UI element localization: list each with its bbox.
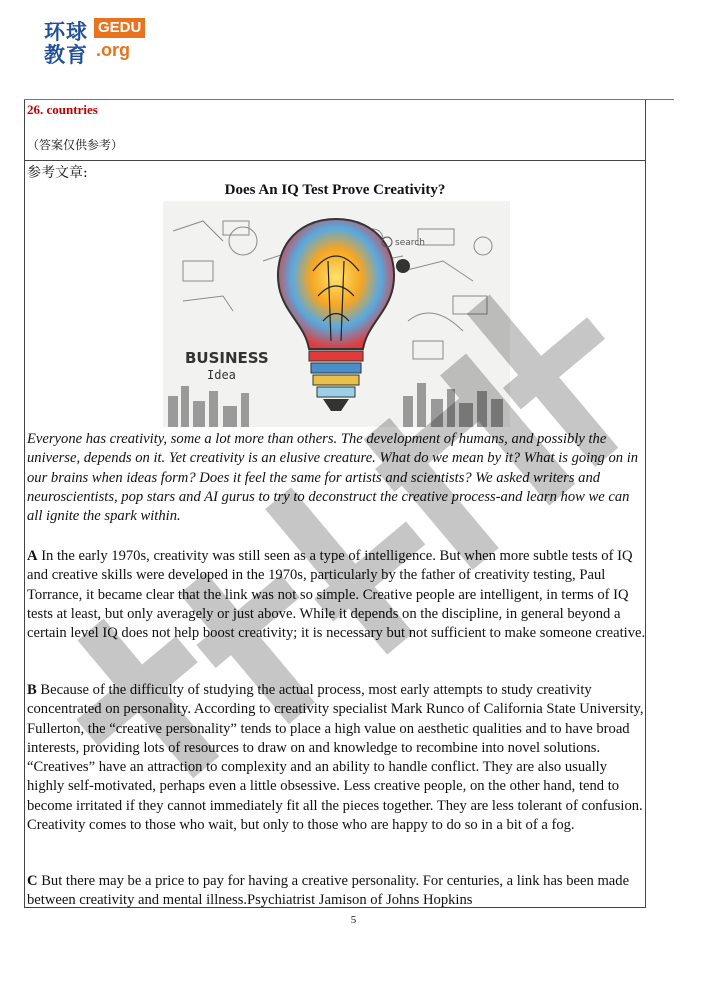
reference-label: 参考文章:	[27, 165, 88, 181]
paragraph-label: B	[27, 682, 37, 698]
logo-cn-line2: 教育	[44, 43, 88, 67]
question-header-cell	[25, 100, 645, 161]
lightbulb-illustration	[163, 201, 510, 427]
question-number: 26. countries	[27, 102, 98, 117]
gedu-logo	[44, 14, 164, 68]
paragraph-text: In the early 1970s, creativity was still seen as a type of intelligence. But when more subtle tests of IQ and creative skills were developed in the 1970s, particularly by the father of creativity testing, Paul Torrance, it became clear that the link was not so simple. Creative people are intelligent, in terms of IQ tests at least, but only averagely or just above. While it depends on the discipline, in general beyond a certain level IQ does not help boost creativity; it is necessary but not sufficient to make someone creative.	[27, 548, 646, 642]
paragraph-text: Because of the difficulty of studying the actual process, most early attempts to study creativity concentrated on personality. According to creativity specialist Mark Runco of California State University, Fullerton, the “creative personality” tends to place a high value on aesthetic qualities and to have broad interests, providing lots of resources to draw on and knowledge to recombine into novel solutions. “Creatives” have an attraction to complexity and an ability to handle conflict. They are also usually highly self-motivated, perhaps even a little obsessive. Less creative people, on the other hand, tend to become irritated if they cannot immediately fit all the pieces together. They are less tolerant of confusion. Creativity comes to those who wait, but only to those who are happy to do so in a bit of a fog.	[27, 682, 644, 834]
paragraph-text: But there may be a price to pay for having a creative personality. For centuries, a link has been made between creativity and mental illness.Psychiatrist Jamison of Johns Hopkins	[27, 873, 630, 909]
paragraph-b	[27, 681, 647, 835]
paragraph-c	[27, 872, 647, 911]
logo-gedu: GEDU	[94, 18, 145, 38]
paragraph-label: A	[27, 548, 38, 564]
answer-note: （答案仅供参考）	[27, 138, 124, 152]
business-text: BUSINESS	[185, 349, 269, 367]
question-table	[24, 100, 646, 908]
logo-cn-line1: 环球	[44, 20, 88, 44]
paragraph-a	[27, 547, 647, 643]
logo-org: .org	[96, 40, 130, 60]
paragraph-label: C	[27, 873, 38, 889]
page-number: 5	[350, 914, 357, 926]
search-text: search	[395, 238, 425, 248]
idea-text: Idea	[207, 368, 236, 382]
article-title: Does An IQ Test Prove Creativity?	[224, 182, 446, 198]
article-intro: Everyone has creativity, some a lot more than others. The development of humans, and possibly the universe, depends on it. Yet creativity is an elusive creature. What do we mean by it? What is going on in our brains when ideas form? Does it feel the same for artists and scientists? We asked writers and neuroscientists, pop stars and AI gurus to try to deconstruct the creative process-and learn how we can all ignite the spark within.	[27, 431, 639, 525]
